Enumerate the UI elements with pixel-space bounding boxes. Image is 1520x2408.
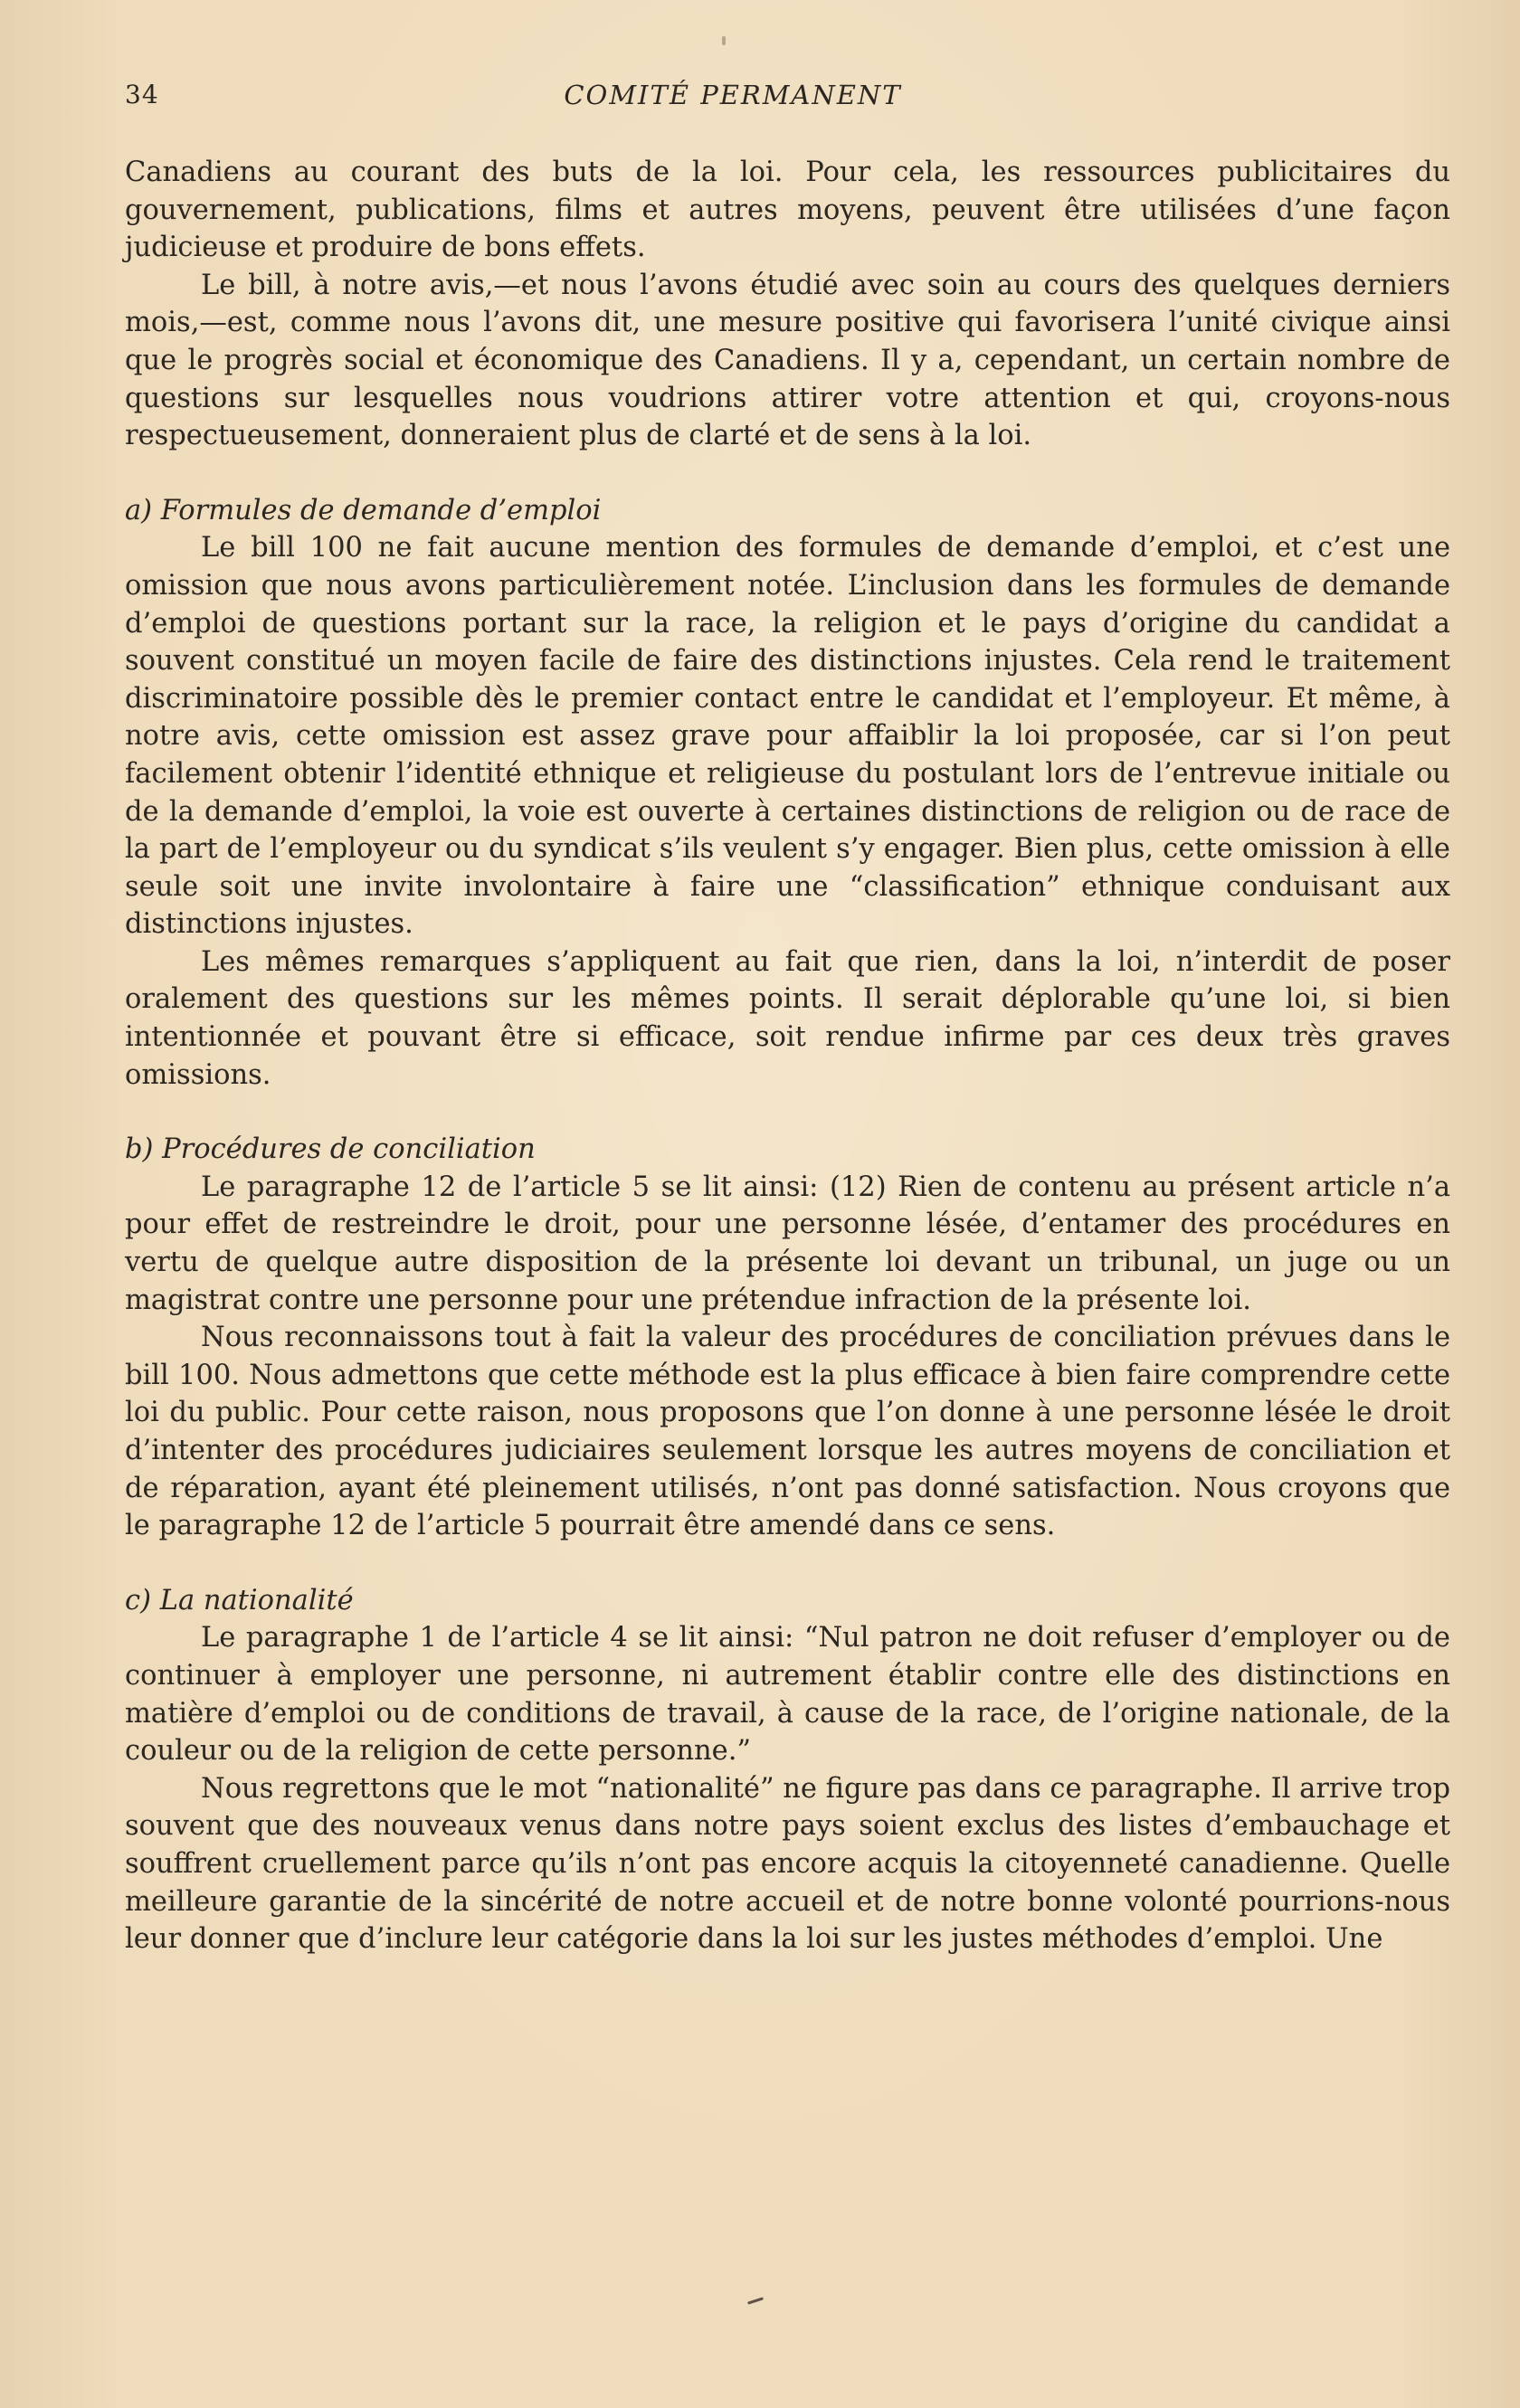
section-title: Formules de demande d’emploi <box>160 494 602 526</box>
running-head <box>125 80 1449 116</box>
paragraph: Nous reconnaissons tout à fait la valeur des procédures de conciliation prévues dans le bill 100. Nous admettons que cette méthode est la plus efficace à bien faire comprendre cette loi du public. Pour cette raison, nous proposons que l’on donne à une personne lésée le droit d’intenter des procédures judiciaires seulement lorsque les autres moyens de conciliation et de réparation, ayant été pleinement utilisés, n’ont pas donné satisfaction. Nous croyons que le paragraphe 12 de l’article 5 pourrait être amendé dans ce sens. <box>125 1322 1450 1542</box>
section-heading-b <box>125 1131 1450 1169</box>
paragraph: Les mêmes remarques s’appliquent au fait que rien, dans la loi, n’interdit de poser oralement des questions sur les mêmes points. Il serait déplorable qu’une loi, si bien intentionnée et pouvant être si efficace, soit rendue infirme par ces deux très graves omissions. <box>125 945 1450 1091</box>
section-title: La nationalité <box>159 1584 354 1616</box>
body-text <box>125 154 1450 1958</box>
section-title: Procédures de conciliation <box>162 1133 536 1166</box>
paragraph: Le paragraphe 12 de l’article 5 se lit ainsi: (12) Rien de contenu au présent article n’a pour effet de restreindre le droit, pour une personne lésée, d’entamer des procédures en vertu de quelque autre disposition de la présente loi devant un tribunal, un juge ou un magistrat contre une personne pour une prétendue infraction de la présente loi. <box>125 1171 1450 1316</box>
paper-mark <box>747 2297 764 2304</box>
paragraph: Le bill 100 ne fait aucune mention des formules de demande d’emploi, et c’est une omission que nous avons particulièrement notée. L’inclusion dans les formules de demande d’emploi de questions portant sur la race, la religion et le pays d’origine du candidat a souvent constitué un moyen facile de faire des distinctions injustes. Cela rend le traitement discriminatoire possible dès le premier contact entre le candidat et l’employeur. Et même, à notre avis, cette omission est assez grave pour affaiblir la loi proposée, car si l’on peut facilement obtenir l’identité ethnique et religieuse du postulant lors de l’entrevue initiale ou de la demande d’emploi, la voie est ouverte à certaines distinctions de religion ou de race de la part de l’employeur ou du syndicat s’ils veulent s’y engager. Bien plus, cette omission à elle seule soit une invite involontaire à faire une “classification” ethnique conduisant aux distinctions injustes. <box>125 532 1450 941</box>
paragraph: Le bill, à notre avis,—et nous l’avons étudié avec soin au cours des quelques derniers mois,—est, comme nous l’avons dit, une mesure positive qui favorisera l’unité civique ainsi que le progrès social et économique des Canadiens. Il y a, cependant, un certain nombre de questions sur lesquelles nous voudrions attirer votre attention et qui, croyons-nous respectueusement, donneraient plus de clarté et de sens à la loi. <box>125 269 1450 452</box>
section-letter: b) <box>125 1133 154 1166</box>
section-heading-a <box>125 492 1450 530</box>
section-heading-c <box>125 1582 1450 1620</box>
paragraph: Le paragraphe 1 de l’article 4 se lit ainsi: “Nul patron ne doit refuser d’employer ou de continuer à employer une personne, ni autrement établir contre elle des distinctions en matière d’emploi ou de conditions de travail, à cause de la race, de l’origine nationale, de la couleur ou de la religion de cette personne.” <box>125 1622 1450 1768</box>
section-letter: a) <box>125 494 153 526</box>
paragraph: Canadiens au courant des buts de la loi. Pour cela, les ressources publicitaires du gouvernement, publications, films et autres moyens, peuvent être utilisées d’une façon judicieuse et produire de bons effets. <box>125 156 1450 264</box>
section-letter: c) <box>125 1584 151 1616</box>
paragraph: Nous regrettons que le mot “nationalité” ne figure pas dans ce paragraphe. Il arrive trop souvent que des nouveaux venus dans notre pays soient exclus des listes d’embauchage et souffrent cruellement parce qu’ils n’ont pas encore acquis la citoyenneté canadienne. Quelle meilleure garantie de la sincérité de notre accueil et de notre bonne volonté pourrions-nous leur donner que d’inclure leur catégorie dans la loi sur les justes méthodes d’emploi. Une <box>125 1772 1450 1956</box>
paper-speck <box>722 36 726 45</box>
page-number: 34 <box>125 80 159 109</box>
running-title: COMITÉ PERMANENT <box>564 80 902 110</box>
